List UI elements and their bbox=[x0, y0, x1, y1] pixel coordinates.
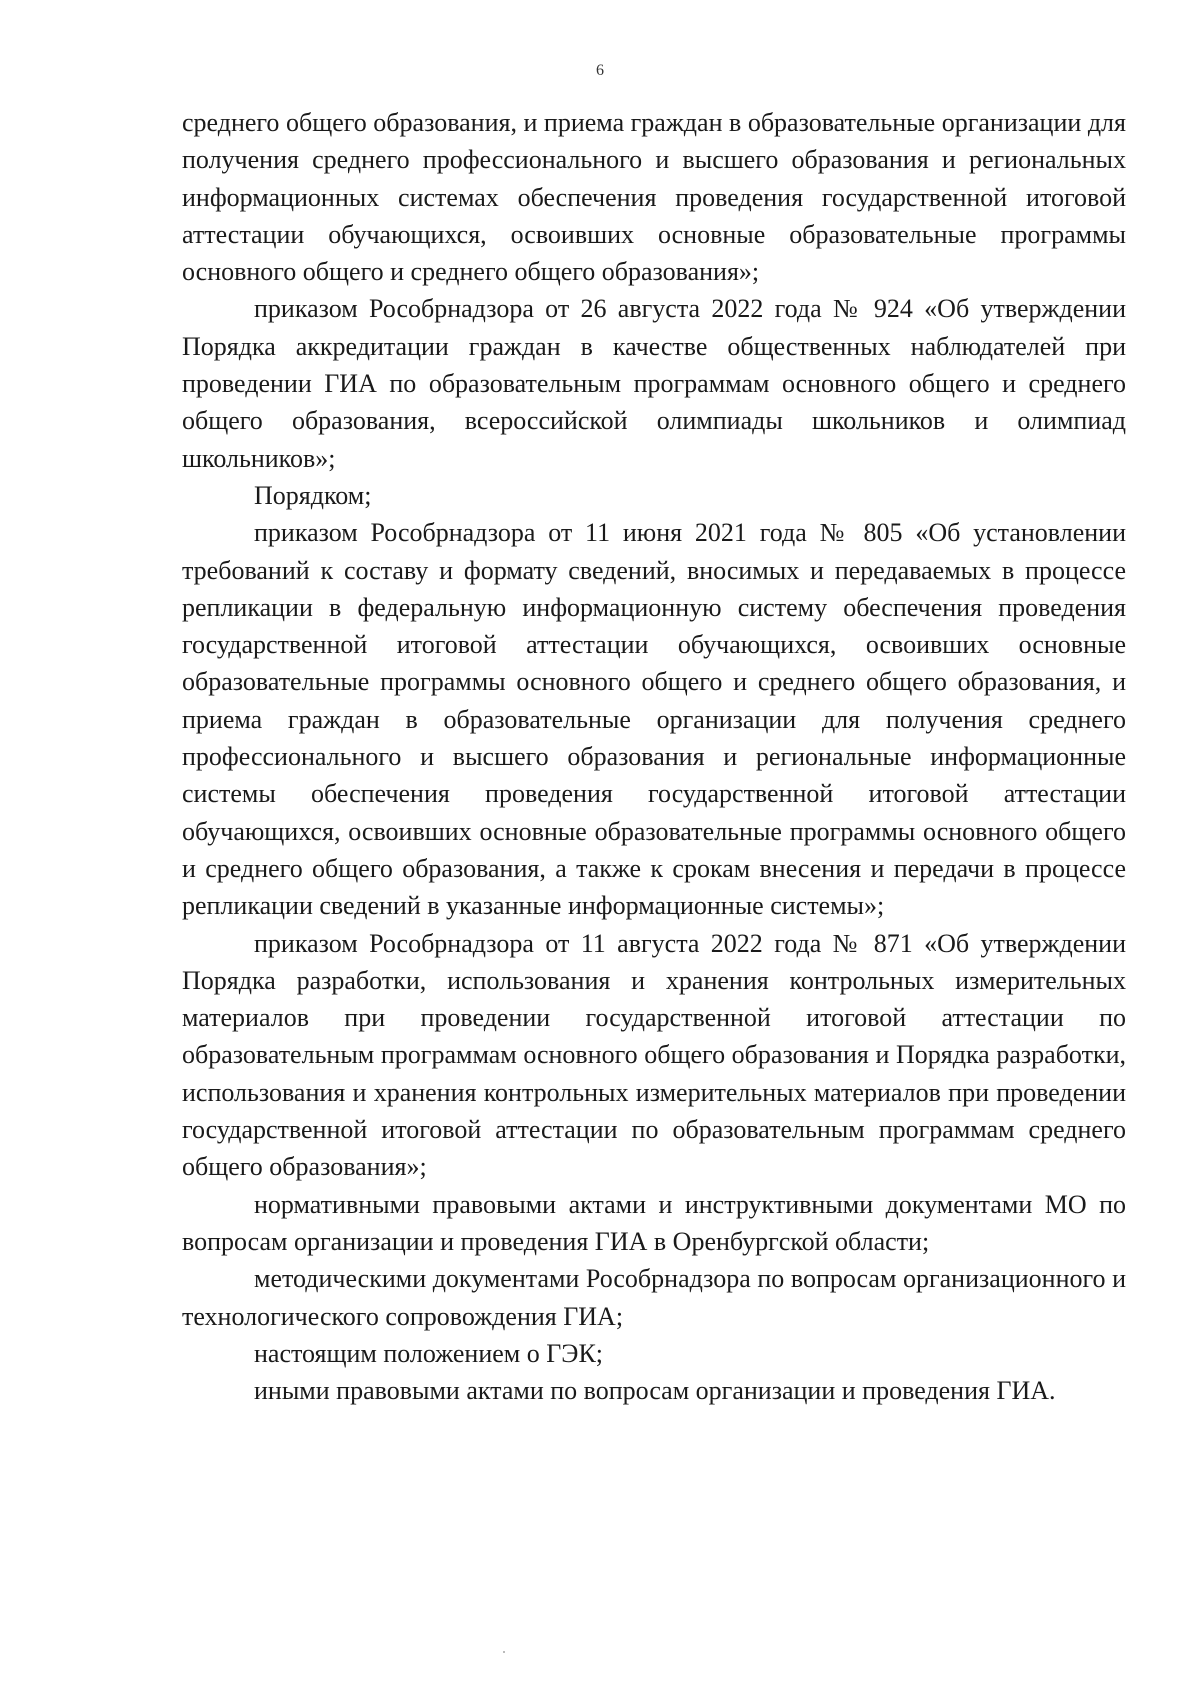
document-body bbox=[182, 104, 1126, 1409]
paragraph-other-acts: иными правовыми актами по вопросам организации и проведения ГИА. bbox=[254, 1376, 1056, 1406]
paragraph-procedure: Порядком; bbox=[254, 480, 372, 510]
paragraph-order-871: приказом Рособрнадзора от 11 августа 2022 года № 871 «Об утверждении Порядка разработки, использования и хранения контрольных измерительных материалов при проведении государственной итоговой аттестации по образовательным программам основного общего образования и Порядка разработки, использования и хранения контрольных измерительных материалов при проведении государственной итоговой аттестации по образовательным программам среднего общего образования»; bbox=[182, 928, 1126, 1182]
paragraph-continuation: среднего общего образования, и приема граждан в образовательные организации для получения среднего профессионального и высшего образования и региональных информационных системах обеспечения проведения государственной итоговой аттестации обучающихся, освоивших основные образовательные программы основного общего и среднего общего образования»; bbox=[182, 108, 1126, 287]
page-number: 6 bbox=[596, 62, 604, 79]
paragraph-gek-regulation: настоящим положением о ГЭК; bbox=[254, 1338, 604, 1368]
scan-speck bbox=[503, 1651, 505, 1653]
paragraph-order-805: приказом Рособрнадзора от 11 июня 2021 года № 805 «Об установлении требований к составу и формату сведений, вносимых и передаваемых в процессе репликации в федеральную информационную систему обеспечения проведения государственной итоговой аттестации обучающихся, освоивших основные образовательные программы основного общего и среднего общего образования, и приема граждан в образовательные организации для получения среднего профессионального и высшего образования и региональные информационные системы обеспечения проведения государственной итоговой аттестации обучающихся, освоивших основные образовательные программы основного общего и среднего общего образования, а также к срокам внесения и передачи в процессе репликации сведений в указанные информационные системы»; bbox=[182, 518, 1126, 921]
paragraph-regulatory-acts: нормативными правовыми актами и инструктивными документами МО по вопросам организации и проведения ГИА в Оренбургской области; bbox=[182, 1189, 1126, 1256]
paragraph-order-924: приказом Рособрнадзора от 26 августа 2022 года № 924 «Об утверждении Порядка аккредитации граждан в качестве общественных наблюдателей при проведении ГИА по образовательным программам основного общего и среднего общего образования, всероссийской олимпиады школьников и олимпиад школьников»; bbox=[182, 294, 1126, 473]
paragraph-methodical-documents: методическими документами Рособрнадзора по вопросам организационного и технологического сопровождения ГИА; bbox=[182, 1264, 1126, 1331]
